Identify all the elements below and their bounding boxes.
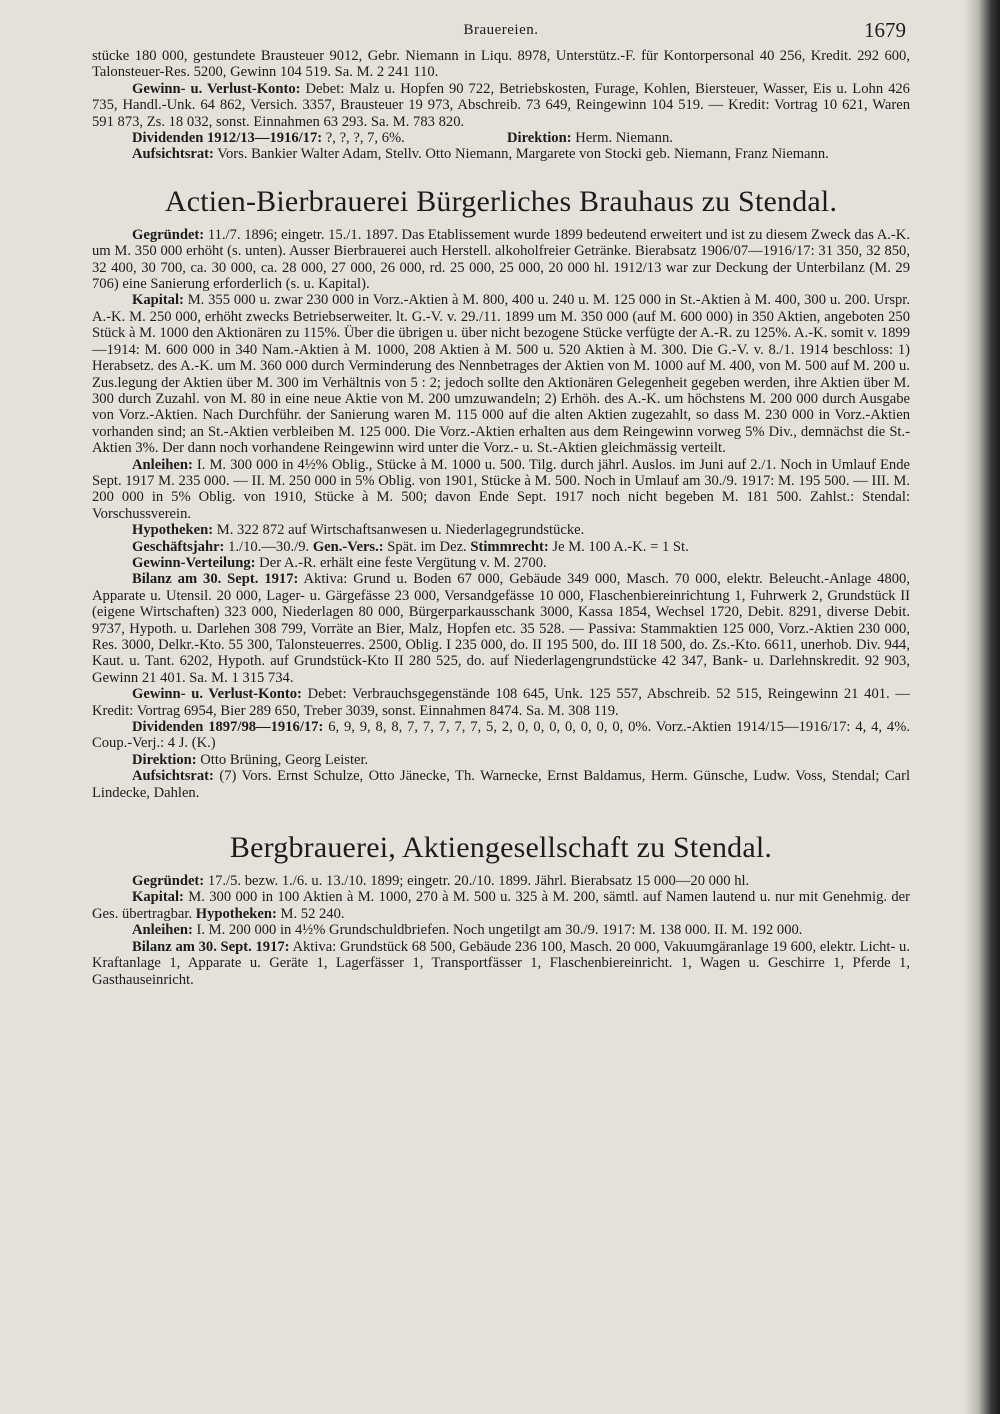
paragraph-label: Gen.-Vers.: [312, 538, 384, 555]
paragraph-label: Gewinn-Verteilung: [132, 554, 256, 571]
paragraph-text: I. M. 200 000 in 4½% Grundschuldbriefen. Noch ungetilgt am 30./9. 1917: M. 138 000. II. M. 192 000. [196, 922, 803, 939]
paragraph-label: Direktion: [506, 130, 572, 147]
paragraph-label: Anleihen: [132, 456, 193, 473]
company-paragraph [92, 227, 910, 293]
paragraph-text: I. M. 300 000 in 4½% Oblig., Stücke à M. 1000 u. 500. Tilg. durch jährl. Auslos. im Juni auf 2./1. Noch in Umlauf Ende Sept. 1917 M. 235 000. — II. M. 250 000 in 5% Oblig. von 1901, Stücke à M. 500. Noch in Umlauf am 30./9. 1917: M. 195 500. — III. M. 200 000 in 5% Oblig. von 1910, Stücke à M. 500; davon Ende Sept. 1917 noch nicht begeben M. 181 500. Zahlst.: Stendal: Vorschussverein. [92, 456, 910, 522]
paragraph-label: Gegründet: [132, 873, 205, 890]
paragraph-text: (7) Vors. Ernst Schulze, Otto Jänecke, Th. Warnecke, Ernst Baldamus, Herm. Günsche, Ludw. Voss, Stendal; Carl Lindecke, Dahlen. [92, 768, 911, 801]
company-paragraph [92, 889, 910, 922]
company-paragraph [92, 555, 910, 571]
company-paragraph [92, 686, 910, 719]
paragraph-text: Je M. 100 A.-K. = 1 St. [552, 538, 689, 555]
company-paragraph [92, 752, 910, 768]
paragraph-text: stücke 180 000, gestundete Brausteuer 9012, Gebr. Niemann in Liqu. 8978, Unterstütz.-F. für Kontorpersonal 40 256, Kredit. 292 600, Talonsteuer-Res. 5200, Gewinn 104 519. Sa. M. 2 241 110. [92, 48, 910, 81]
running-title: Brauereien. [463, 22, 539, 38]
paragraph-label: Hypotheken: [195, 905, 277, 922]
company-paragraph [92, 939, 910, 988]
paragraph-text: M. 355 000 u. zwar 230 000 in Vorz.-Aktien à M. 800, 400 u. 240 u. M. 125 000 in St.-Aktien à M. 400, 300 u. 200. Urspr. A.-K. M. 250 000, erhöht zwecks Betriebserweiter. lt. G.-V. v. 29./11. 1899 um M. 350 000 (auf M. 600 000) in 350 Aktien, angeboten 250 Stück à M. 1000 den Aktionären zu 115%. Über die übrigen u. über nicht bezogene Stücke verfügte der A.-R. zu 125%. A.-K. somit v. 1899—1914: M. 600 000 in 340 Nam.-Aktien à M. 1000, 208 Aktien à M. 500 u. 520 Aktien à M. 300. Die G.-V. v. 8./1. 1914 beschloss: 1) Herabsetz. des A.-K. um M. 360 000 durch Verminderung des Nennbetrages der Aktien von M. 1000 auf M. 400, von M. 500 auf M. 200 u. Zus.legung der Aktien über M. 300 im Verhältnis von 5 : 2; jedoch sollte den Aktionären Gelegenheit gegeben werden, ihre Aktien über M. 300 durch Zuzahl. von M. 80 in eine neue Aktie von M. 200 umzuwandeln; 2) Erhöh. des A.-K. um höchstens M. 200 000 durch Ausgabe von Vorz.-Aktien. Nach Durchführ. der Sanierung waren M. 115 000 auf die alten Aktien zugezahlt, so dass M. 230 000 in Vorz.-Aktien vorhanden sind; an St.-Aktien verbleiben M. 125 000. Die Vorz.-Aktien erhalten aus dem Reingewinn vorweg 5% Div., demnächst die St.-Aktien 3%. Der dann noch vorhandene Reingewinn wird unter die Vorz.- u. St.-Aktien gleichmässig verteilt. [92, 292, 910, 457]
paragraph-label: Stimmrecht: [470, 538, 549, 555]
paragraph-label: Bilanz am 30. Sept. 1917: [132, 938, 290, 955]
paragraph-text: Aktiva: Grund u. Boden 67 000, Gebäude 349 000, Masch. 70 000, elektr. Beleucht.-Anlage 4800, Apparate u. Utensil. 20 000, Lager- u. Gärgefässe 23 000, Versandgefässe 10 000, Flaschenbiereinrichtung 1, Fuhrwerk 2, Grundstück II (eigene Wirtschaften) 323 000, Niederlagen 80 000, Bürgerparkausschank 3000, Kassa 1854, Wechsel 1720, Debit. 8291, diverse Debit. 9737, Hypoth. u. Darlehen 308 799, Vorräte an Bier, Malz, Hopfen etc. 35 528. — Passiva: Stammaktien 125 000, Vorz.-Aktien 230 000, Res. 3000, Delkr.-Kto. 55 300, Talonsteuerres. 2500, Oblig. I 235 000, do. II 195 500, do. III 18 500, do. Zs.-Kto. 6611, unerhob. Div. 944, Kaut. u. Tant. 6202, Hypoth. auf Grundstück-Kto II 280 525, do. auf Niederlagengrundstücke 42 347, Bank- u. Darlehnskredit. 92 903, Gewinn 21 401. Sa. M. 1 315 734. [92, 571, 910, 686]
company-paragraph [92, 768, 910, 801]
company-paragraph [92, 522, 910, 538]
paragraph-label: Gewinn- u. Verlust-Konto: [132, 686, 302, 703]
paragraph-label: Anleihen: [132, 922, 193, 939]
paragraph-text: Debet: Malz u. Hopfen 90 722, Betriebskosten, Furage, Kohlen, Biersteuer, Wasser, Eis u. Lohn 426 735, Handl.-Unk. 64 862, Versich. 3357, Brausteuer 19 973, Abschreib. 73 649, Reingewinn 104 519. — Kredit: Vortrag 10 621, Waren 591 873, Zs. 18 032, sonst. Einnahmen 63 293. Sa. M. 783 820. [92, 80, 910, 130]
paragraph-text: Herm. Niemann. [575, 130, 673, 147]
paragraph-text: Otto Brüning, Georg Leister. [200, 751, 369, 768]
company-paragraph [92, 571, 910, 686]
company-paragraph [92, 457, 910, 523]
paragraph-label: Dividenden 1912/13—1916/17: [132, 130, 323, 147]
paragraph-label: Dividenden 1897/98—1916/17: [132, 719, 324, 736]
intro-paragraph [92, 146, 910, 162]
paragraph-text: Spät. im Dez. [387, 538, 467, 555]
paragraph-label: Gewinn- u. Verlust-Konto: [132, 80, 301, 97]
intro-paragraph [92, 130, 910, 146]
page-header [92, 18, 910, 48]
paragraph-text: M. 322 872 auf Wirtschaftsanwesen u. Niederlagegrundstücke. [216, 522, 585, 539]
paragraph-label: Gegründet: [132, 226, 205, 243]
paragraph-text: Vors. Bankier Walter Adam, Stellv. Otto Niemann, Margarete von Stocki geb. Niemann, Franz Niemann. [217, 146, 829, 163]
paragraph-text: 1./10.—30./9. [228, 538, 310, 555]
paragraph-label: Direktion: [132, 751, 197, 768]
paragraph-text: 17./5. bezw. 1./6. u. 13./10. 1899; eingetr. 20./10. 1899. Jährl. Bierabsatz 15 000—20 000 hl. [207, 873, 750, 890]
company-paragraph [92, 719, 910, 752]
company-paragraph [92, 922, 910, 938]
paragraph-label: Kapital: [132, 292, 184, 309]
paragraph-text: Debet: Verbrauchsgegenstände 108 645, Unk. 125 557, Abschreib. 52 515, Reingewinn 21 401. — Kredit: Vortrag 6954, Bier 289 650, Treber 3039, sonst. Einnahmen 8474. Sa. M. 308 119. [92, 686, 910, 719]
paragraph-text: 6, 9, 9, 8, 8, 7, 7, 7, 7, 7, 5, 2, 0, 0, 0, 0, 0, 0, 0, 0%. Vorz.-Aktien 1914/15—1916/17: 4, 4, 4%. Coup.-Verj.: 4 J. (K.) [92, 719, 910, 752]
company-paragraph [92, 873, 910, 889]
document-page [92, 18, 910, 988]
paragraph-text: Aktiva: Grundstück 68 500, Gebäude 236 100, Masch. 20 000, Vakuumgäranlage 19 600, elektr. Licht- u. Kraftanlage 1, Apparate u. Geräte 1, Lagerfässer 1, Transportfässer 1, Flaschenbiereinricht. 1, Wagen u. Geschirre 1, Pferde 1, Gasthauseinricht. [92, 938, 910, 988]
paragraph-text: ?, ?, ?, 7, 6%. [325, 130, 405, 147]
paragraph-text: Der A.-R. erhält eine feste Vergütung v. M. 2700. [259, 554, 547, 571]
paragraph-text: 11./7. 1896; eingetr. 15./1. 1897. Das Etablissement wurde 1899 bedeutend erweitert und ist zu diesem Zweck das A.-K. um M. 350 000 erhöht (s. unten). Ausser Bierbrauerei auch Herstell. alkoholfreier Getränke. Bierabsatz 1906/07—1916/17: 31 350, 32 850, 32 400, 30 700, ca. 30 000, ca. 28 000, 27 000, 26 000, rd. 25 000, 25 000, 20 000 hl. 1912/13 war zur Deckung der Unterbilanz (M. 29 706) eine Sanierung erforderlich (s. u. Kapital). [92, 226, 910, 293]
company-heading: Bergbrauerei, Aktiengesellschaft zu Stendal. [229, 831, 773, 865]
paragraph-label: Aufsichtsrat: [132, 146, 214, 163]
intro-paragraph [92, 48, 910, 81]
company-paragraph [92, 539, 910, 555]
paragraph-label: Hypotheken: [132, 522, 214, 539]
paragraph-label: Bilanz am 30. Sept. 1917: [132, 571, 299, 588]
company-paragraph [92, 292, 910, 456]
paragraph-label: Geschäftsjahr: [132, 538, 225, 555]
paragraph-text: M. 52 240. [280, 905, 345, 922]
intro-paragraph [92, 81, 910, 130]
paragraph-label: Kapital: [132, 889, 184, 906]
paragraph-text: M. 300 000 in 100 Aktien à M. 1000, 270 à M. 500 u. 325 à M. 200, sämtl. auf Namen lautend u. nur mit Genehmig. der Ges. übertragbar. [92, 889, 910, 922]
paragraph-label: Aufsichtsrat: [132, 768, 214, 785]
page-number: 1679 [864, 18, 906, 42]
company-heading: Actien-Bierbrauerei Bürgerliches Brauhaus zu Stendal. [164, 184, 838, 218]
scan-edge [964, 0, 1000, 1414]
